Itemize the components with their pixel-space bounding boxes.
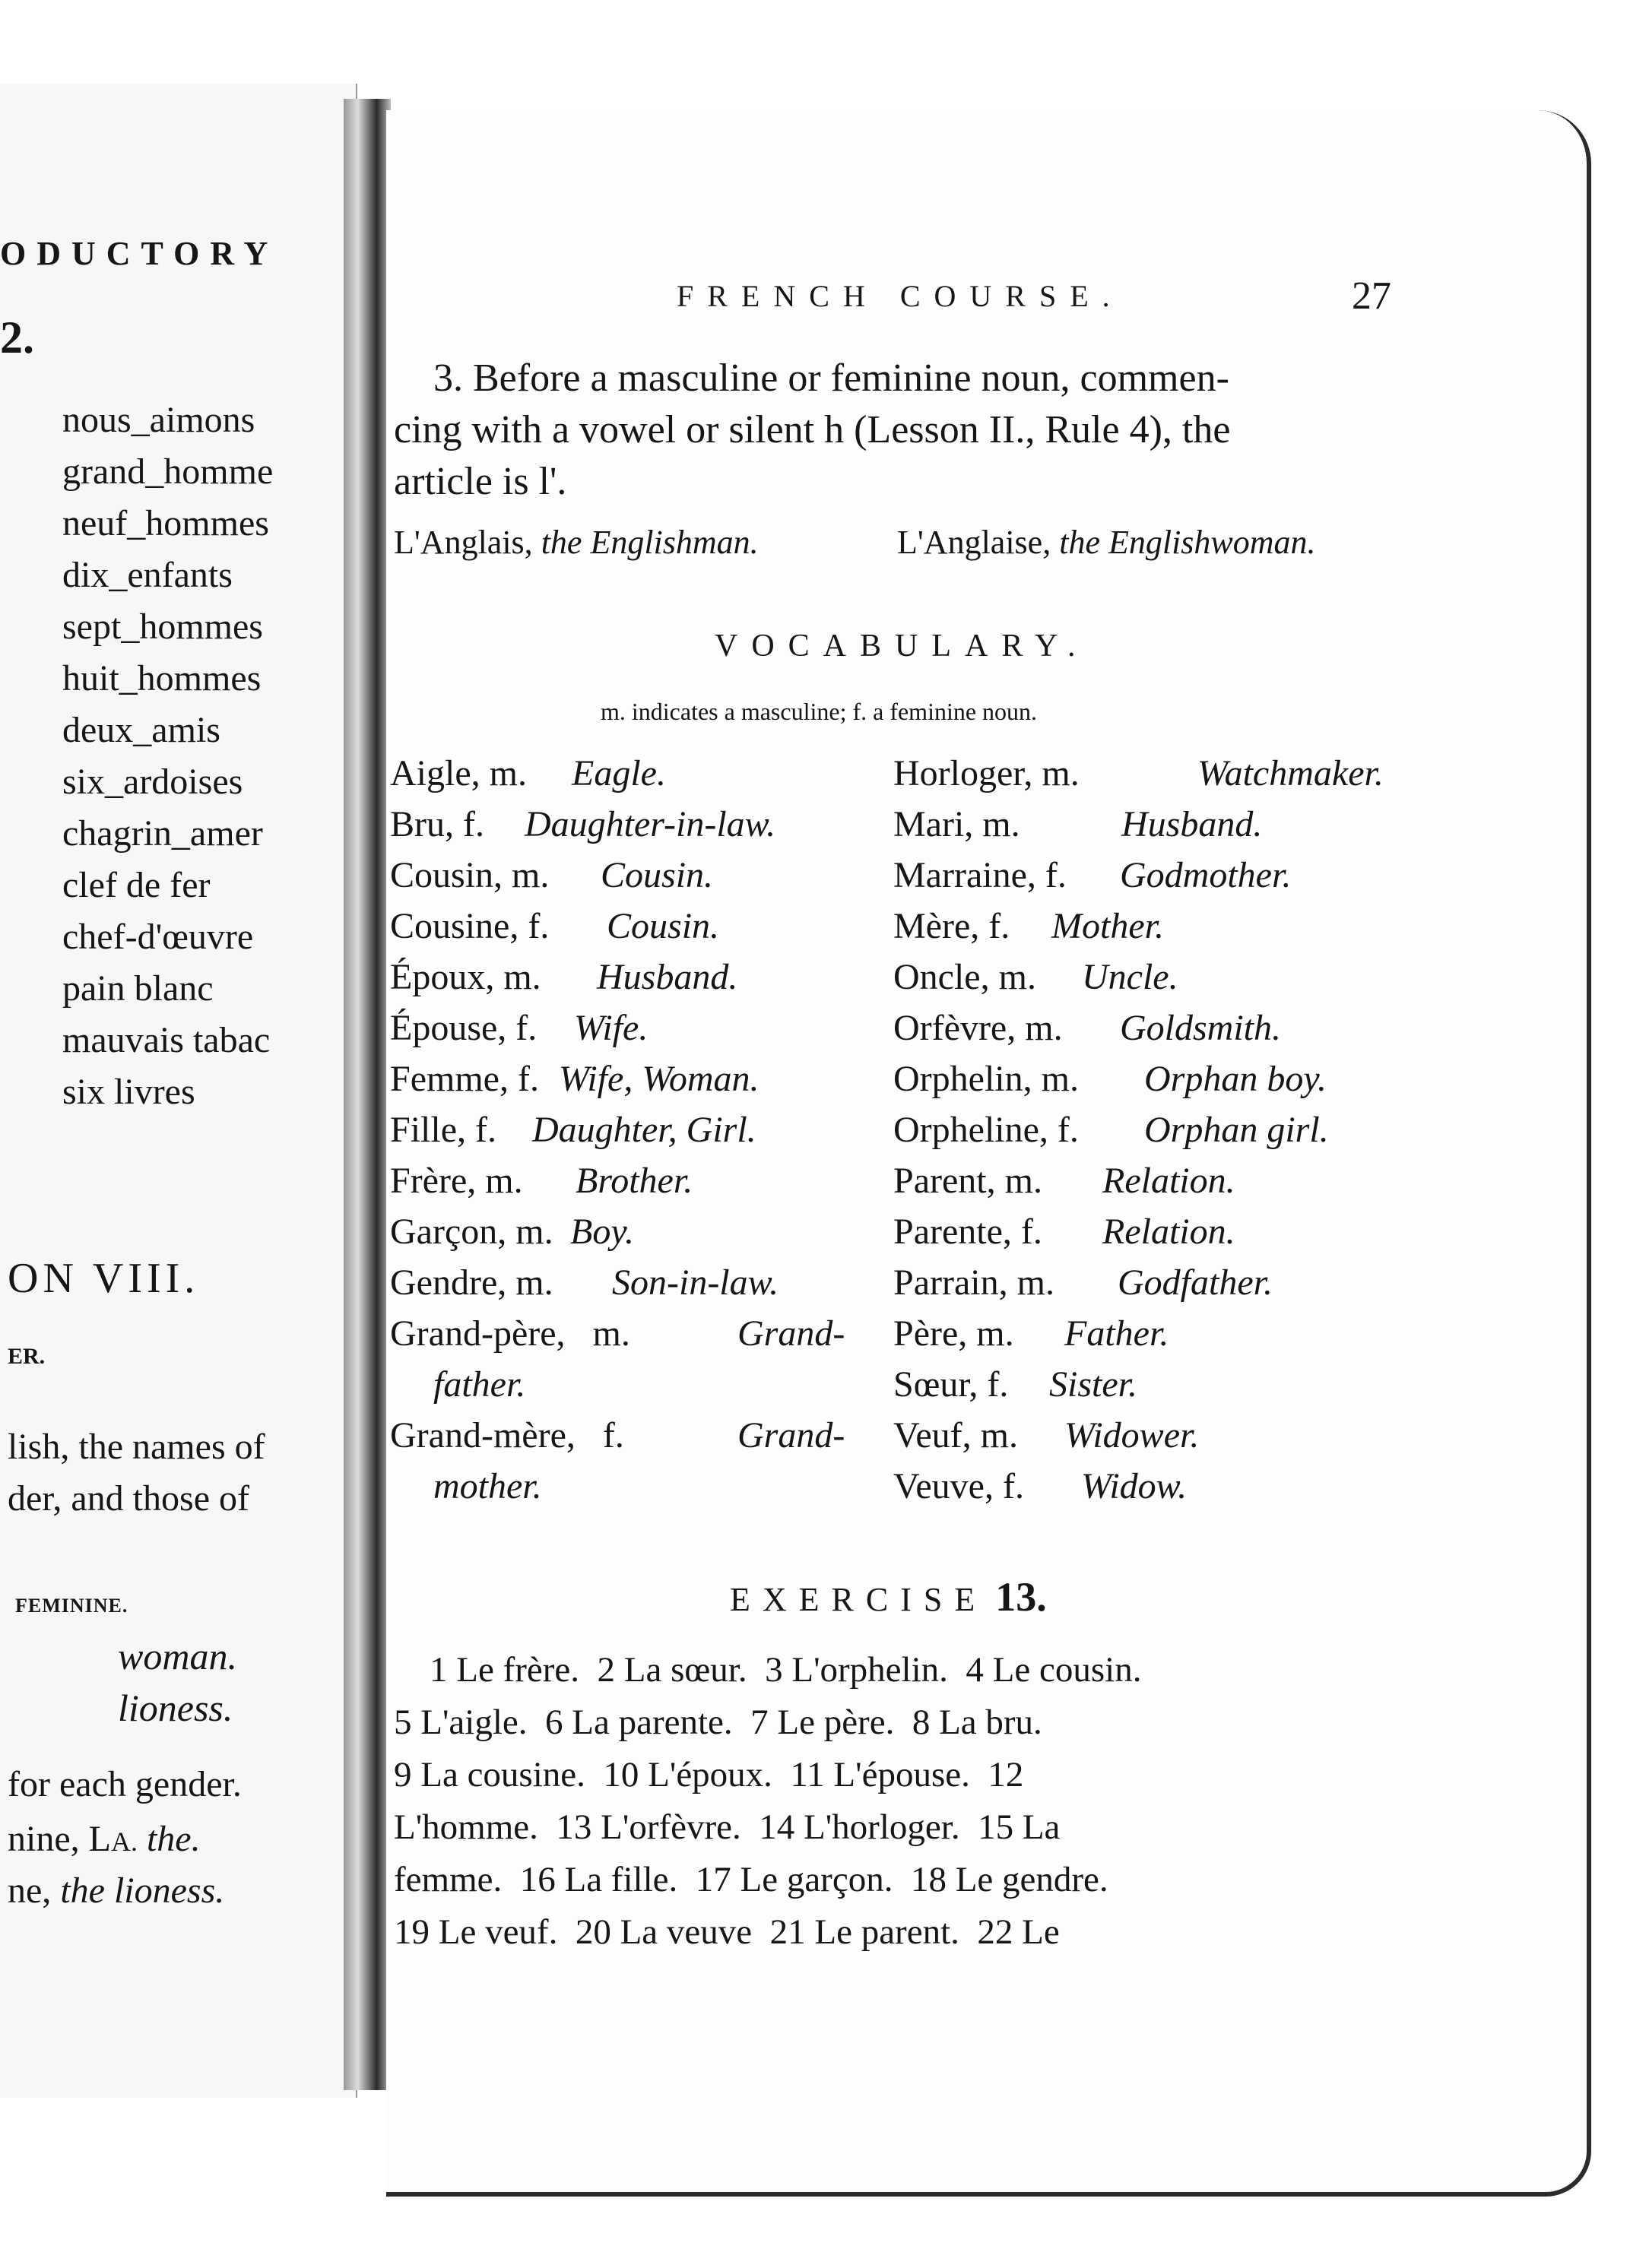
vocab-english-meaning: Brother. [576,1161,693,1201]
vocab-english-meaning: Watchmaker. [1197,753,1384,793]
left-word: chagrin_amer [62,813,263,854]
vocab-french-word: Garçon, m. [390,1212,553,1252]
left-fem-1: woman. [118,1635,237,1677]
vocab-french-word: Parrain, m. [893,1262,1054,1303]
exercise-line: 19 Le veuf. 20 La veuve 21 Le parent. 22 Le [394,1912,1060,1952]
vocab-french-word: Époux, m. [390,957,541,997]
vocab-english-meaning: Wife, Woman. [559,1059,760,1099]
left-word: chef-d'œuvre [62,917,254,957]
vocab-french-word: Parent, m. [893,1161,1042,1201]
exercise-line: 1 Le frère. 2 La sœur. 3 L'orphelin. 4 Le cousin. [430,1650,1142,1690]
vocab-french-word: Fille, f. [390,1110,496,1150]
vocab-french-word: Mari, m. [893,804,1020,844]
left-feminine-label: FEMININE. [15,1595,128,1617]
exercise-line: femme. 16 La fille. 17 Le garçon. 18 Le gendre. [394,1860,1108,1899]
vocab-french-word: Parente, f. [893,1212,1042,1252]
vocab-english-meaning: Boy. [570,1212,634,1252]
left-word: huit_hommes [62,658,262,698]
vocab-english-meaning: Goldsmith. [1120,1008,1282,1048]
vocab-english-meaning: Orphan boy. [1144,1059,1327,1099]
example-right: L'Anglaise, the Englishwoman. [897,524,1316,561]
vocab-english-meaning: Godmother. [1120,855,1292,895]
vocab-french-word: Oncle, m. [893,957,1036,997]
vocab-english-meaning: Husband. [1121,804,1263,844]
rule-line-1: 3. Before a masculine or feminine noun, commen- [433,356,1229,400]
vocab-english-meaning: Grand- [737,1415,845,1456]
vocab-english-meaning: Cousin. [601,855,714,895]
vocab-french-word: Marraine, f. [893,855,1067,895]
left-rule-1: for each gender. [8,1764,242,1804]
left-word: dix_enfants [62,555,233,595]
exercise-line: 5 L'aigle. 6 La parente. 7 Le père. 8 La bru. [394,1703,1042,1742]
vocab-english-meaning: mother. [433,1466,542,1506]
vocabulary-note: m. indicates a masculine; f. a feminine noun. [601,698,1038,725]
vocab-english-meaning: Relation. [1102,1212,1235,1252]
vocabulary-title: VOCABULARY. [715,629,1089,664]
vocab-english-meaning: Cousin. [607,906,720,946]
vocab-english-meaning: Husband. [597,957,738,997]
vocab-english-meaning: Mother. [1051,906,1164,946]
left-heading: ODUCTORY [0,235,279,272]
left-word: pain blanc [62,968,214,1009]
vocab-english-meaning: Relation. [1102,1161,1235,1201]
left-fem-2: lioness. [118,1687,233,1729]
left-word: neuf_hommes [62,503,269,543]
running-head: FRENCH COURSE. [677,279,1124,313]
vocab-french-word: Épouse, f. [390,1008,538,1048]
vocab-english-meaning: Grand- [737,1313,845,1354]
left-para-line-2: der, and those of [8,1478,249,1519]
vocab-french-word: Veuf, m. [893,1415,1018,1456]
example-left: L'Anglais, the Englishman. [394,524,759,561]
vocab-english-meaning: Sister. [1049,1364,1138,1405]
vocab-english-meaning: Wife. [574,1008,649,1048]
vocab-french-word: Grand-mère, f. [390,1415,624,1456]
left-word: clef de fer [62,865,211,905]
vocab-english-meaning: Father. [1064,1313,1169,1354]
rule-line-2: cing with a vowel or silent h (Lesson II., Rule 4), the [394,408,1231,451]
vocab-french-word: Horloger, m. [893,753,1080,793]
vocab-english-meaning: Widow. [1081,1466,1188,1506]
vocab-french-word: Orphelin, m. [893,1059,1079,1099]
exercise-line: L'homme. 13 L'orfèvre. 14 L'horloger. 15 La [394,1807,1061,1847]
left-word: grand_homme [62,451,274,492]
left-word: mauvais tabac [62,1020,271,1060]
vocab-english-meaning: Widower. [1064,1415,1200,1456]
vocab-french-word: Aigle, m. [390,753,527,793]
left-word: deux_amis [62,710,220,750]
vocab-english-meaning: Godfather. [1118,1262,1273,1303]
left-number: 2. [0,312,34,363]
vocab-english-meaning: Eagle. [572,753,666,793]
vocab-english-meaning: Orphan girl. [1144,1110,1329,1150]
exercise-line: 9 La cousine. 10 L'époux. 11 L'épouse. 12 [394,1755,1024,1794]
vocab-french-word: Sœur, f. [893,1364,1009,1405]
left-word: nous_aimons [62,400,255,440]
vocab-french-word: Père, m. [893,1313,1014,1354]
left-subheading: ER. [8,1344,46,1369]
vocab-english-meaning: Daughter, Girl. [532,1110,756,1150]
left-para-line-1: lish, the names of [8,1427,265,1467]
vocab-french-word: Orpheline, f. [893,1110,1079,1150]
left-word: six livres [62,1072,195,1112]
vocab-french-word: Bru, f. [390,804,484,844]
left-word: sept_hommes [62,607,263,647]
vocab-french-word: Grand-père, m. [390,1313,630,1354]
rule-line-3: article is l'. [394,460,567,503]
vocab-english-meaning: Daughter-in-law. [525,804,776,844]
left-rule-3: ne, the lioness. [8,1870,225,1911]
vocab-french-word: Gendre, m. [390,1262,553,1303]
vocab-french-word: Frère, m. [390,1161,523,1201]
vocab-french-word: Veuve, f. [893,1466,1024,1506]
exercise-heading: EXERCISE 13. [730,1574,1047,1620]
page-number: 27 [1352,274,1391,318]
left-word: six_ardoises [62,762,243,802]
left-lesson-title: ON VIII. [8,1255,200,1302]
vocab-french-word: Cousin, m. [390,855,550,895]
vocab-french-word: Orfèvre, m. [893,1008,1063,1048]
vocab-english-meaning: Son-in-law. [612,1262,779,1303]
vocab-english-meaning: Uncle. [1082,957,1178,997]
vocab-french-word: Cousine, f. [390,906,550,946]
book-gutter [344,99,391,2090]
vocab-french-word: Mère, f. [893,906,1010,946]
left-rule-2: nine, LA. the. [8,1819,201,1859]
vocab-french-word: Femme, f. [390,1059,539,1099]
vocab-english-meaning: father. [433,1364,526,1405]
